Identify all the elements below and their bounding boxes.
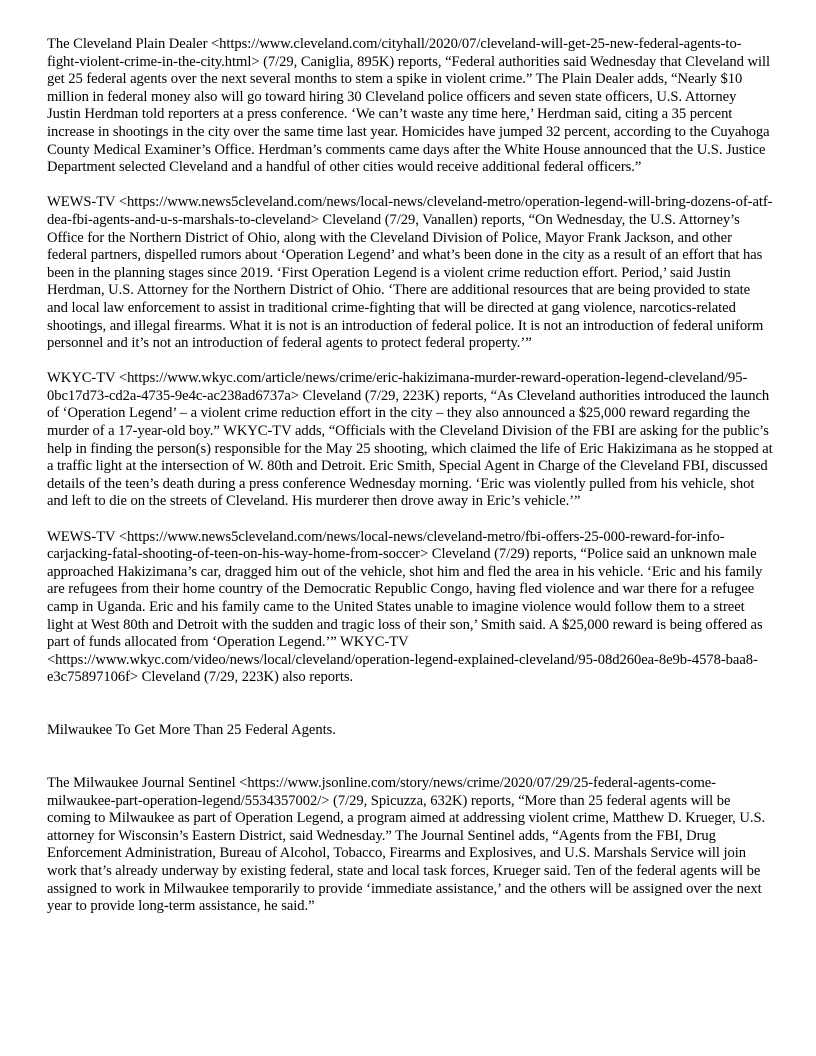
paragraph-spacer [47,353,773,371]
section-heading: Milwaukee To Get More Than 25 Federal Agents. [47,722,336,739]
paragraph-wews-reward: WEWS-TV <https://www.news5cleveland.com/news/local-news/cleveland-metro/fbi-offers-25-000-reward-for-info-carjacking-fatal-shooting-of-teen-on-his-way-home-from-soccer> Cleveland (7/29) reports, “Police said an unknown male approached Hakizimana’s car, dragged him out of the vehicle, shot him and fled the area in his vehicle. ‘Eric and his family are refugees from their home country of the Democratic Republic Congo, having fled violence and war there for a refugee camp in Uganda. Eric and his family came to the United States unable to imagine violence would follow them to a street light at West 80th and Detroit with the sudden and tragic loss of their son,’ Smith said. A $25,000 reward is being offered as part of funds allocated from ‘Operation Legend.’” WKYC-TV <https://www.wkyc.com/video/news/local/cleveland/operation-legend-explained-cleveland/95-08d260ea-8e9b-4578-baa8-e3c75897106f> Cleveland (7/29, 223K) also reports. [47,528,763,686]
paragraph-wews-operation-legend: WEWS-TV <https://www.news5cleveland.com/news/local-news/cleveland-metro/operation-legend-will-bring-dozens-of-atf-dea-fbi-agents-and-u-s-marshals-to-cleveland> Cleveland (7/29, Vanallen) reports, “On Wednesday, the U.S. Attorney’s Office for the Northern District of Ohio, along with the Cleveland Division of Police, Mayor Frank Jackson, and other federal partners, dispelled rumors about ‘Operation Legend’ and what’s been done in the city as a result of an effort that has been in the planning stages since 2019. ‘First Operation Legend is a violent crime reduction effort. Period,’ said Justin Herdman, U.S. Attorney for the Northern District of Ohio. ‘There are additional resources that are being provided to state and local law enforcement to assist in traditional crime-fighting that will be directed at gang violence, narcotics-related shootings, and illegal firearms. What it is not is an introduction of federal police. It is not an introduction of federal uniform personnel and it’s not an introduction of federal agents to protect federal property.’” [47,194,773,352]
paragraph-milwaukee-journal-sentinel: The Milwaukee Journal Sentinel <https://www.jsonline.com/story/news/crime/2020/07/29/25-federal-agents-come-milwaukee-part-operation-legend/5534357002/> (7/29, Spicuzza, 632K) reports, “More than 25 federal agents will be coming to Milwaukee as part of Operation Legend, a program aimed at addressing violent crime, Matthew D. Krueger, U.S. attorney for Wisconsin’s Eastern District, said Wednesday.” The Journal Sentinel adds, “Agents from the FBI, Drug Enforcement Administration, Bureau of Alcohol, Tobacco, Firearms and Explosives, and U.S. Marshals Service will join work that’s already underway by existing federal, state and local task forces, Krueger said. Ten of the federal agents will be assigned to work in Milwaukee temporarily to provide ‘immediate assistance,’ and the others will be assigned over the next year to provide long-term assistance, he said.” [47,774,766,915]
paragraph-spacer [47,177,773,195]
paragraph-wkyc-hakizimana: WKYC-TV <https://www.wkyc.com/article/news/crime/eric-hakizimana-murder-reward-operation-legend-cleveland/95-0bc17d73-cd2a-4735-9e4c-ac238ad6737a> Cleveland (7/29, 223K) reports, “As Cleveland authorities introduced the launch of ‘Operation Legend’ – a violent crime reduction effort in the city – they also announced a $25,000 reward regarding the murder of a 17-year-old boy.” WKYC-TV adds, “Officials with the Cleveland Division of the FBI are asking for the public’s help in finding the person(s) responsible for the May 25 shooting, which claimed the life of Eric Hakizimana as he stopped at a traffic light at the intersection of W. 80th and Detroit. Eric Smith, Special Agent in Charge of the Cleveland FBI, discussed details of the teen’s death during a press conference Wednesday morning. ‘Eric was violently pulled from his vehicle, shot and left to die on the streets of Cleveland. His murderer then drove away in Eric’s vehicle.’” [47,370,773,510]
paragraph-spacer [47,511,773,529]
section-spacer [47,687,773,722]
section-spacer [47,740,773,775]
paragraph-cleveland-plain-dealer: The Cleveland Plain Dealer <https://www.cleveland.com/cityhall/2020/07/cleveland-will-get-25-new-federal-agents-to-fight-violent-crime-in-the-city.html> (7/29, Caniglia, 895K) reports, “Federal authorities said Wednesday that Cleveland will get 25 federal agents over the next several months to stem a spike in violent crime.” The Plain Dealer adds, “Nearly $10 million in federal money also will go toward hiring 30 Cleveland police officers and seven state officers, U.S. Attorney Justin Herdman told reporters at a press conference. ‘We can’t waste any time here,’ Herdman said, citing a 35 percent increase in shootings in the city over the same time last year. Homicides have jumped 32 percent, according to the Cuyahoga County Medical Examiner’s Office. Herdman’s comments came days after the White House announced that the U.S. Justice Department selected Cleveland and a handful of other cities would receive additional federal officers.” [47,36,771,176]
document-page [47,36,773,916]
